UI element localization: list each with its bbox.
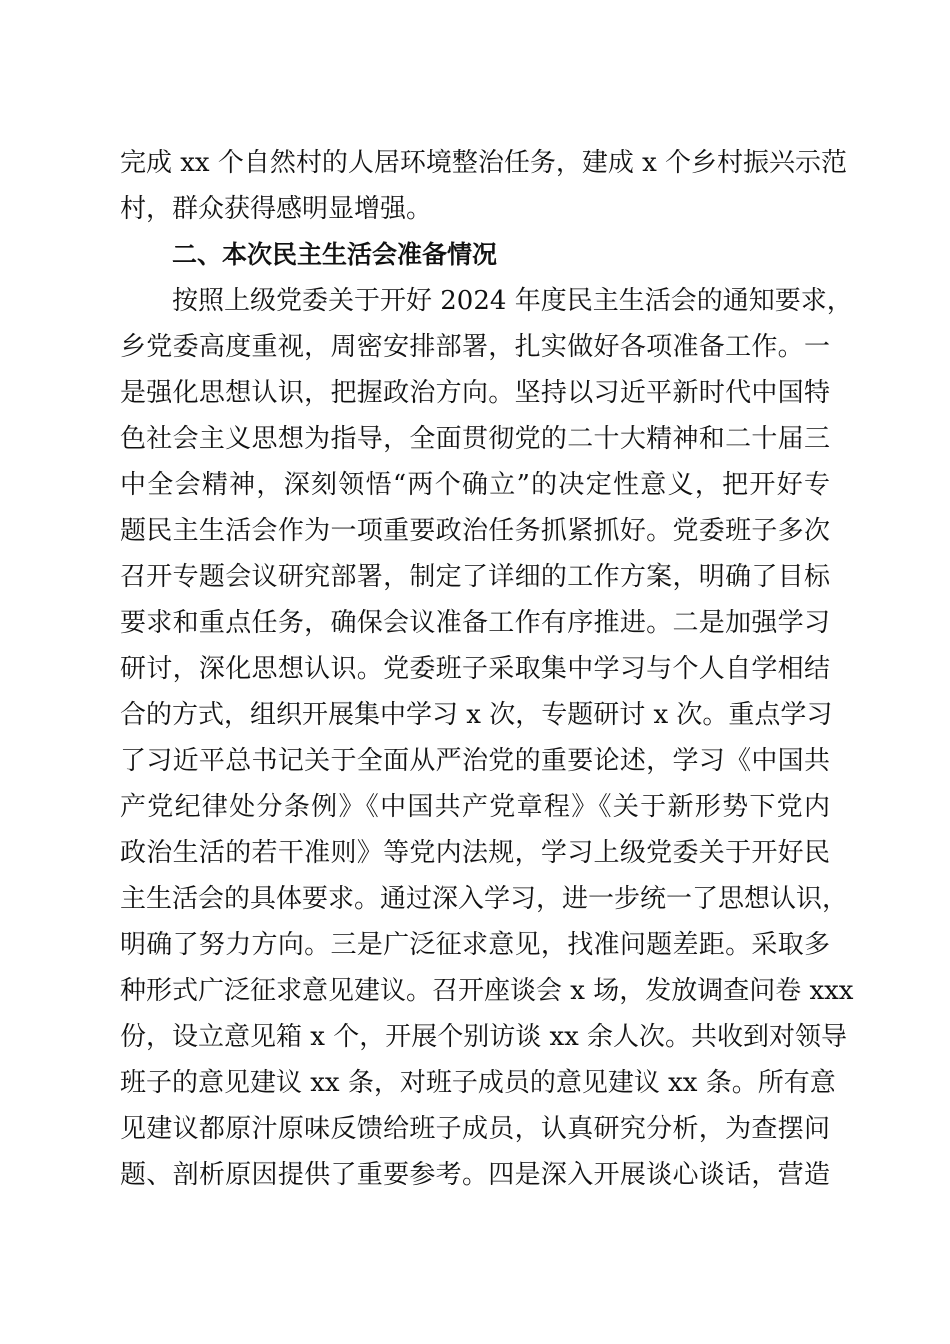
body-text-line: 政治生活的若干准则》等党内法规，学习上级党委关于开好民: [120, 838, 830, 868]
body-text-line: 召开专题会议研究部署，制定了详细的工作方案，明确了目标: [120, 562, 830, 592]
section-heading: 二、本次民主生活会准备情况: [172, 240, 498, 269]
body-text-line: 题民主生活会作为一项重要政治任务抓紧抓好。党委班子多次: [120, 516, 830, 546]
body-text-line: 完成 xx 个自然村的人居环境整治任务，建成 x 个乡村振兴示范: [120, 148, 848, 178]
body-text-line: 产党纪律处分条例》《中国共产党章程》《关于新形势下党内: [120, 792, 830, 822]
body-text-line: 了习近平总书记关于全面从严治党的重要论述，学习《中国共: [120, 746, 830, 776]
body-text-line: 是强化思想认识，把握政治方向。坚持以习近平新时代中国特: [120, 378, 830, 408]
body-text-line: 要求和重点任务，确保会议准备工作有序推进。二是加强学习: [120, 608, 830, 638]
body-text-line: 种形式广泛征求意见建议。召开座谈会 x 场，发放调查问卷 xxx: [120, 976, 854, 1006]
body-text-line: 主生活会的具体要求。通过深入学习，进一步统一了思想认识，: [120, 884, 849, 914]
body-text-line: 合的方式，组织开展集中学习 x 次，专题研讨 x 次。重点学习: [120, 700, 833, 730]
body-text-line: 乡党委高度重视，周密安排部署，扎实做好各项准备工作。一: [120, 332, 830, 362]
body-text-line: 色社会主义思想为指导，全面贯彻党的二十大精神和二十届三: [120, 424, 830, 454]
body-text-line: 中全会精神，深刻领悟“两个确立”的决定性意义，把开好专: [120, 470, 830, 500]
body-text-line: 份，设立意见箱 x 个，开展个别访谈 xx 余人次。共收到对领导: [120, 1022, 848, 1052]
body-text-line: 题、剖析原因提供了重要参考。四是深入开展谈心谈话，营造: [120, 1160, 830, 1190]
body-text-line: 研讨，深化思想认识。党委班子采取集中学习与个人自学相结: [120, 654, 830, 684]
body-text-line: 班子的意见建议 xx 条，对班子成员的意见建议 xx 条。所有意: [120, 1068, 836, 1098]
body-text-line: 见建议都原汁原味反馈给班子成员，认真研究分析，为查摆问: [120, 1114, 830, 1144]
body-text-line: 按照上级党委关于开好 2024 年度民主生活会的通知要求，: [172, 286, 853, 316]
body-text-line: 明确了努力方向。三是广泛征求意见，找准问题差距。采取多: [120, 930, 830, 960]
body-text-line: 村，群众获得感明显增强。: [120, 194, 433, 224]
